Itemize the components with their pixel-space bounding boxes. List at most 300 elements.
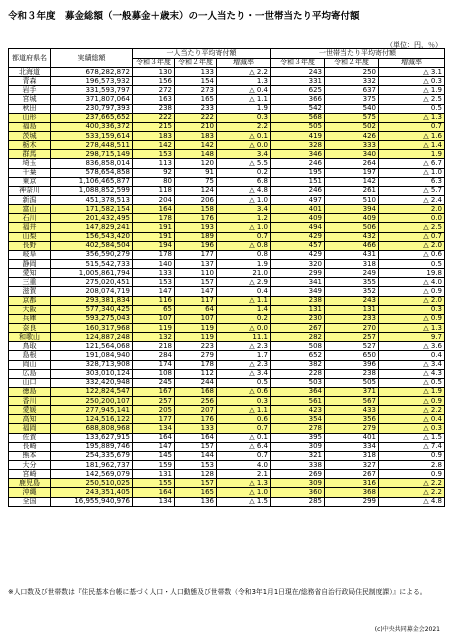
cell-h2: 340 bbox=[325, 150, 379, 159]
cell-total: 836,858,014 bbox=[51, 159, 133, 168]
cell-pr: 1.9 bbox=[217, 259, 271, 268]
cell-h3: 366 bbox=[271, 95, 325, 104]
cell-pref: 静岡 bbox=[9, 259, 51, 268]
cell-total: 250,510,025 bbox=[51, 479, 133, 488]
cell-h2: 267 bbox=[325, 470, 379, 479]
cell-pr: 6.8 bbox=[217, 177, 271, 186]
cell-total: 593,275,043 bbox=[51, 314, 133, 323]
header-pref: 都道府県名 bbox=[9, 49, 51, 68]
cell-p3: 191 bbox=[133, 223, 175, 232]
cell-total: 332,420,948 bbox=[51, 378, 133, 387]
header-per-person: 一人当たり平均寄付額 bbox=[133, 49, 271, 59]
cell-h3: 269 bbox=[271, 470, 325, 479]
cell-p3: 164 bbox=[133, 205, 175, 214]
cell-h3: 282 bbox=[271, 333, 325, 342]
cell-pr: 0.2 bbox=[217, 314, 271, 323]
cell-h2: 279 bbox=[325, 424, 379, 433]
table-row bbox=[9, 360, 445, 369]
cell-pref: 山形 bbox=[9, 113, 51, 122]
cell-hr: 2.0 bbox=[379, 205, 445, 214]
cell-pr: 0.2 bbox=[217, 168, 271, 177]
cell-pref: 福島 bbox=[9, 122, 51, 131]
cell-total: 133,627,915 bbox=[51, 433, 133, 442]
cell-pr: 3.4 bbox=[217, 150, 271, 159]
cell-p3: 92 bbox=[133, 168, 175, 177]
cell-p3: 174 bbox=[133, 360, 175, 369]
table-row bbox=[9, 424, 445, 433]
header-rate: 増減率 bbox=[379, 58, 445, 68]
cell-p3: 118 bbox=[133, 186, 175, 195]
table-row bbox=[9, 186, 445, 195]
table-row bbox=[9, 168, 445, 177]
cell-p2: 142 bbox=[175, 141, 217, 150]
cell-p3: 116 bbox=[133, 296, 175, 305]
cell-p3: 107 bbox=[133, 314, 175, 323]
table-row bbox=[9, 223, 445, 232]
cell-h3: 131 bbox=[271, 305, 325, 314]
header-r2: 令和２年度 bbox=[325, 58, 379, 68]
header-r3: 令和３年度 bbox=[133, 58, 175, 68]
cell-pr: 1.2 bbox=[217, 214, 271, 223]
cell-total: 400,336,372 bbox=[51, 122, 133, 131]
cell-h2: 333 bbox=[325, 141, 379, 150]
cell-p2: 176 bbox=[175, 214, 217, 223]
cell-hr: △ 1.4 bbox=[379, 141, 445, 150]
cell-h2: 352 bbox=[325, 287, 379, 296]
cell-h2: 356 bbox=[325, 415, 379, 424]
cell-p2: 110 bbox=[175, 269, 217, 278]
cell-total: 121,564,068 bbox=[51, 342, 133, 351]
cell-h3: 457 bbox=[271, 241, 325, 250]
cell-pr: 0.5 bbox=[217, 378, 271, 387]
cell-p2: 153 bbox=[175, 461, 217, 470]
cell-h2: 637 bbox=[325, 86, 379, 95]
cell-p3: 164 bbox=[133, 488, 175, 497]
cell-pref: 長崎 bbox=[9, 442, 51, 451]
cell-pr: 1.7 bbox=[217, 351, 271, 360]
cell-pref: 福井 bbox=[9, 223, 51, 232]
cell-hr: △ 1.9 bbox=[379, 86, 445, 95]
cell-pref: 兵庫 bbox=[9, 314, 51, 323]
cell-p2: 206 bbox=[175, 195, 217, 204]
cell-h3: 238 bbox=[271, 296, 325, 305]
cell-pref: 沖縄 bbox=[9, 488, 51, 497]
cell-pref: 埼玉 bbox=[9, 159, 51, 168]
cell-hr: △ 1.6 bbox=[379, 131, 445, 140]
table-row bbox=[9, 259, 445, 268]
table-row bbox=[9, 351, 445, 360]
cell-pref: 群馬 bbox=[9, 150, 51, 159]
cell-p3: 131 bbox=[133, 470, 175, 479]
cell-p3: 147 bbox=[133, 442, 175, 451]
table-row bbox=[9, 214, 445, 223]
cell-pr: 21.0 bbox=[217, 269, 271, 278]
cell-total: 243,351,405 bbox=[51, 488, 133, 497]
cell-pref: 岡山 bbox=[9, 360, 51, 369]
table-row bbox=[9, 323, 445, 332]
cell-h2: 270 bbox=[325, 323, 379, 332]
cell-pref: 茨城 bbox=[9, 131, 51, 140]
cell-pref: 滋賀 bbox=[9, 287, 51, 296]
cell-p3: 222 bbox=[133, 113, 175, 122]
cell-hr: 2.8 bbox=[379, 461, 445, 470]
cell-total: 278,448,511 bbox=[51, 141, 133, 150]
cell-p2: 124 bbox=[175, 186, 217, 195]
cell-hr: △ 1.5 bbox=[379, 433, 445, 442]
table-row bbox=[9, 406, 445, 415]
cell-total: 191,084,940 bbox=[51, 351, 133, 360]
cell-h2: 316 bbox=[325, 479, 379, 488]
table-row bbox=[9, 369, 445, 378]
cell-pref: 青森 bbox=[9, 77, 51, 86]
cell-pr: 4.0 bbox=[217, 461, 271, 470]
cell-h2: 409 bbox=[325, 214, 379, 223]
cell-h3: 568 bbox=[271, 113, 325, 122]
cell-p2: 189 bbox=[175, 232, 217, 241]
cell-p3: 65 bbox=[133, 305, 175, 314]
cell-pr: △ 4.8 bbox=[217, 186, 271, 195]
table-row bbox=[9, 68, 445, 77]
cell-p3: 145 bbox=[133, 451, 175, 460]
cell-total: 293,381,834 bbox=[51, 296, 133, 305]
cell-total: 402,584,504 bbox=[51, 241, 133, 250]
cell-total: 122,824,547 bbox=[51, 387, 133, 396]
cell-p2: 165 bbox=[175, 488, 217, 497]
cell-pref: 鹿児島 bbox=[9, 479, 51, 488]
cell-pr: 3.4 bbox=[217, 205, 271, 214]
cell-total: 303,010,124 bbox=[51, 369, 133, 378]
cell-p3: 80 bbox=[133, 177, 175, 186]
footnote: ※人口数及び世帯数は『住民基本台帳に基づく人口・人口動態及び世帯数（令和3年1月1日現在/総務省自治行政局住民制度課）』による。 bbox=[8, 588, 427, 596]
copyright: (c)中央共同募金会2021 bbox=[374, 626, 440, 633]
cell-p3: 159 bbox=[133, 461, 175, 470]
cell-h3: 429 bbox=[271, 232, 325, 241]
cell-pref: 福岡 bbox=[9, 424, 51, 433]
cell-pr: 2.1 bbox=[217, 470, 271, 479]
cell-pr: △ 0.1 bbox=[217, 131, 271, 140]
cell-total: 124,516,122 bbox=[51, 415, 133, 424]
table-row bbox=[9, 150, 445, 159]
cell-hr: △ 1.3 bbox=[379, 113, 445, 122]
cell-hr: △ 2.2 bbox=[379, 479, 445, 488]
cell-hr: △ 0.5 bbox=[379, 378, 445, 387]
table-row bbox=[9, 488, 445, 497]
cell-pref: 大分 bbox=[9, 461, 51, 470]
cell-total: 688,808,968 bbox=[51, 424, 133, 433]
table-row bbox=[9, 195, 445, 204]
cell-p3: 134 bbox=[133, 424, 175, 433]
cell-p3: 167 bbox=[133, 387, 175, 396]
cell-p3: 155 bbox=[133, 479, 175, 488]
cell-h3: 625 bbox=[271, 86, 325, 95]
cell-pref: 山口 bbox=[9, 378, 51, 387]
cell-h2: 243 bbox=[325, 296, 379, 305]
cell-total: 142,569,079 bbox=[51, 470, 133, 479]
cell-p3: 119 bbox=[133, 323, 175, 332]
header-r2: 令和２年度 bbox=[175, 58, 217, 68]
cell-total: 515,542,733 bbox=[51, 259, 133, 268]
cell-p2: 279 bbox=[175, 351, 217, 360]
cell-pr: 1.9 bbox=[217, 104, 271, 113]
cell-hr: 0.5 bbox=[379, 104, 445, 113]
table-row bbox=[9, 287, 445, 296]
cell-h3: 503 bbox=[271, 378, 325, 387]
cell-hr: △ 0.3 bbox=[379, 77, 445, 86]
cell-pref: 岐阜 bbox=[9, 250, 51, 259]
cell-h2: 299 bbox=[325, 497, 379, 506]
cell-h2: 650 bbox=[325, 351, 379, 360]
cell-pref: 香川 bbox=[9, 397, 51, 406]
cell-total: 147,829,241 bbox=[51, 223, 133, 232]
cell-h3: 246 bbox=[271, 159, 325, 168]
cell-pr: △ 0.8 bbox=[217, 241, 271, 250]
cell-h2: 197 bbox=[325, 168, 379, 177]
table-row bbox=[9, 397, 445, 406]
cell-h3: 320 bbox=[271, 259, 325, 268]
cell-p2: 137 bbox=[175, 259, 217, 268]
table-row bbox=[9, 296, 445, 305]
table-row bbox=[9, 241, 445, 250]
cell-p2: 177 bbox=[175, 250, 217, 259]
cell-hr: 0.7 bbox=[379, 122, 445, 131]
cell-p2: 193 bbox=[175, 223, 217, 232]
cell-total: 331,593,797 bbox=[51, 86, 133, 95]
cell-p3: 177 bbox=[133, 415, 175, 424]
cell-pr: △ 1.3 bbox=[217, 479, 271, 488]
table-row bbox=[9, 205, 445, 214]
cell-pr: 0.3 bbox=[217, 113, 271, 122]
cell-h2: 502 bbox=[325, 122, 379, 131]
cell-hr: △ 6.7 bbox=[379, 159, 445, 168]
cell-h2: 264 bbox=[325, 159, 379, 168]
cell-pr: △ 0.1 bbox=[217, 433, 271, 442]
cell-pref: 栃木 bbox=[9, 141, 51, 150]
cell-p2: 165 bbox=[175, 95, 217, 104]
table-row bbox=[9, 113, 445, 122]
cell-pr: 1.4 bbox=[217, 305, 271, 314]
cell-pr: △ 1.5 bbox=[217, 497, 271, 506]
cell-h3: 309 bbox=[271, 442, 325, 451]
cell-h3: 542 bbox=[271, 104, 325, 113]
cell-h3: 338 bbox=[271, 461, 325, 470]
cell-total: 201,432,495 bbox=[51, 214, 133, 223]
cell-pref: 岩手 bbox=[9, 86, 51, 95]
cell-pr: △ 1.1 bbox=[217, 95, 271, 104]
cell-p3: 113 bbox=[133, 159, 175, 168]
cell-p2: 64 bbox=[175, 305, 217, 314]
cell-pref: 高知 bbox=[9, 415, 51, 424]
table-row bbox=[9, 387, 445, 396]
cell-total: 156,543,420 bbox=[51, 232, 133, 241]
cell-pr: 0.8 bbox=[217, 250, 271, 259]
unit-label: （単位：円，％） bbox=[386, 41, 442, 49]
cell-pr: △ 5.5 bbox=[217, 159, 271, 168]
cell-hr: △ 2.5 bbox=[379, 95, 445, 104]
cell-p3: 178 bbox=[133, 250, 175, 259]
cell-h3: 508 bbox=[271, 342, 325, 351]
cell-p3: 204 bbox=[133, 195, 175, 204]
cell-h2: 466 bbox=[325, 241, 379, 250]
table-row bbox=[9, 470, 445, 479]
cell-p3: 163 bbox=[133, 95, 175, 104]
cell-p3: 153 bbox=[133, 150, 175, 159]
cell-total: 1,106,465,877 bbox=[51, 177, 133, 186]
cell-p2: 233 bbox=[175, 104, 217, 113]
cell-hr: △ 0.3 bbox=[379, 424, 445, 433]
cell-p2: 222 bbox=[175, 113, 217, 122]
cell-pr: △ 2.3 bbox=[217, 342, 271, 351]
cell-pr: △ 1.0 bbox=[217, 488, 271, 497]
cell-p3: 108 bbox=[133, 369, 175, 378]
cell-p2: 210 bbox=[175, 122, 217, 131]
cell-h3: 267 bbox=[271, 323, 325, 332]
cell-pr: △ 3.4 bbox=[217, 369, 271, 378]
cell-p2: 91 bbox=[175, 168, 217, 177]
cell-hr: 0.0 bbox=[379, 214, 445, 223]
cell-h3: 243 bbox=[271, 68, 325, 77]
cell-total: 298,715,149 bbox=[51, 150, 133, 159]
cell-pref: 大阪 bbox=[9, 305, 51, 314]
cell-h2: 375 bbox=[325, 95, 379, 104]
cell-p2: 107 bbox=[175, 314, 217, 323]
table-row bbox=[9, 451, 445, 460]
cell-pref: 奈良 bbox=[9, 323, 51, 332]
cell-pref: 佐賀 bbox=[9, 433, 51, 442]
table-row bbox=[9, 131, 445, 140]
cell-pref: 愛媛 bbox=[9, 406, 51, 415]
cell-h2: 505 bbox=[325, 378, 379, 387]
cell-pref: 島根 bbox=[9, 351, 51, 360]
cell-p3: 132 bbox=[133, 333, 175, 342]
header-per-household: 一世帯当たり平均寄付額 bbox=[271, 49, 445, 59]
cell-p2: 119 bbox=[175, 323, 217, 332]
cell-h2: 233 bbox=[325, 314, 379, 323]
cell-pref: 長野 bbox=[9, 241, 51, 250]
cell-total: 277,945,141 bbox=[51, 406, 133, 415]
cell-pr: 11.1 bbox=[217, 333, 271, 342]
cell-pr: △ 0.4 bbox=[217, 86, 271, 95]
cell-p3: 191 bbox=[133, 232, 175, 241]
cell-hr: △ 2.2 bbox=[379, 488, 445, 497]
cell-pref: 東京 bbox=[9, 177, 51, 186]
cell-pref: 北海道 bbox=[9, 68, 51, 77]
table-row bbox=[9, 122, 445, 131]
table-row bbox=[9, 461, 445, 470]
cell-pr: 0.7 bbox=[217, 451, 271, 460]
cell-p3: 215 bbox=[133, 122, 175, 131]
cell-pref: 全国 bbox=[9, 497, 51, 506]
cell-h2: 510 bbox=[325, 195, 379, 204]
table-row bbox=[9, 314, 445, 323]
cell-h2: 426 bbox=[325, 131, 379, 140]
cell-h2: 394 bbox=[325, 205, 379, 214]
cell-total: 171,582,154 bbox=[51, 205, 133, 214]
cell-h2: 575 bbox=[325, 113, 379, 122]
cell-total: 237,665,652 bbox=[51, 113, 133, 122]
cell-h3: 494 bbox=[271, 223, 325, 232]
table-row bbox=[9, 77, 445, 86]
cell-h2: 567 bbox=[325, 397, 379, 406]
cell-p2: 119 bbox=[175, 333, 217, 342]
cell-h3: 195 bbox=[271, 168, 325, 177]
table-row bbox=[9, 86, 445, 95]
cell-h3: 409 bbox=[271, 214, 325, 223]
cell-total: 208,074,719 bbox=[51, 287, 133, 296]
cell-pr: △ 0.0 bbox=[217, 323, 271, 332]
cell-h3: 360 bbox=[271, 488, 325, 497]
cell-hr: △ 3.1 bbox=[379, 68, 445, 77]
cell-p3: 156 bbox=[133, 77, 175, 86]
cell-p2: 157 bbox=[175, 442, 217, 451]
table-row bbox=[9, 269, 445, 278]
table-row bbox=[9, 342, 445, 351]
cell-hr: △ 5.7 bbox=[379, 186, 445, 195]
table-row bbox=[9, 141, 445, 150]
cell-total: 275,020,451 bbox=[51, 278, 133, 287]
cell-p2: 176 bbox=[175, 415, 217, 424]
cell-hr: △ 2.2 bbox=[379, 406, 445, 415]
cell-hr: △ 0.9 bbox=[379, 314, 445, 323]
table-row bbox=[9, 479, 445, 488]
table-row bbox=[9, 159, 445, 168]
table-row bbox=[9, 250, 445, 259]
cell-h3: 309 bbox=[271, 479, 325, 488]
cell-hr: △ 1.0 bbox=[379, 168, 445, 177]
cell-p3: 147 bbox=[133, 287, 175, 296]
cell-p3: 140 bbox=[133, 259, 175, 268]
cell-p2: 196 bbox=[175, 241, 217, 250]
cell-hr: 6.3 bbox=[379, 177, 445, 186]
cell-p3: 238 bbox=[133, 104, 175, 113]
cell-p3: 153 bbox=[133, 278, 175, 287]
cell-total: 181,962,737 bbox=[51, 461, 133, 470]
cell-pr: 0.6 bbox=[217, 415, 271, 424]
table-row bbox=[9, 104, 445, 113]
cell-hr: 0.5 bbox=[379, 259, 445, 268]
cell-hr: △ 2.0 bbox=[379, 296, 445, 305]
cell-total: 678,282,872 bbox=[51, 68, 133, 77]
table-row bbox=[9, 333, 445, 342]
cell-h2: 506 bbox=[325, 223, 379, 232]
cell-p3: 183 bbox=[133, 131, 175, 140]
cell-h3: 278 bbox=[271, 424, 325, 433]
table-row bbox=[9, 95, 445, 104]
cell-p3: 178 bbox=[133, 214, 175, 223]
cell-hr: △ 2.5 bbox=[379, 223, 445, 232]
cell-pref: 京都 bbox=[9, 296, 51, 305]
cell-h2: 327 bbox=[325, 461, 379, 470]
cell-h2: 432 bbox=[325, 232, 379, 241]
cell-p2: 158 bbox=[175, 205, 217, 214]
cell-pr: △ 1.1 bbox=[217, 296, 271, 305]
cell-hr: △ 2.4 bbox=[379, 195, 445, 204]
cell-p2: 164 bbox=[175, 433, 217, 442]
cell-p2: 75 bbox=[175, 177, 217, 186]
cell-p2: 117 bbox=[175, 296, 217, 305]
cell-p3: 194 bbox=[133, 241, 175, 250]
cell-total: 254,335,679 bbox=[51, 451, 133, 460]
cell-h2: 334 bbox=[325, 442, 379, 451]
cell-p2: 128 bbox=[175, 470, 217, 479]
cell-pr: 0.7 bbox=[217, 424, 271, 433]
cell-hr: 0.3 bbox=[379, 305, 445, 314]
cell-pref: 広島 bbox=[9, 369, 51, 378]
cell-p2: 256 bbox=[175, 397, 217, 406]
cell-h3: 151 bbox=[271, 177, 325, 186]
cell-h3: 328 bbox=[271, 141, 325, 150]
cell-pr: △ 1.1 bbox=[217, 406, 271, 415]
cell-p2: 133 bbox=[175, 424, 217, 433]
